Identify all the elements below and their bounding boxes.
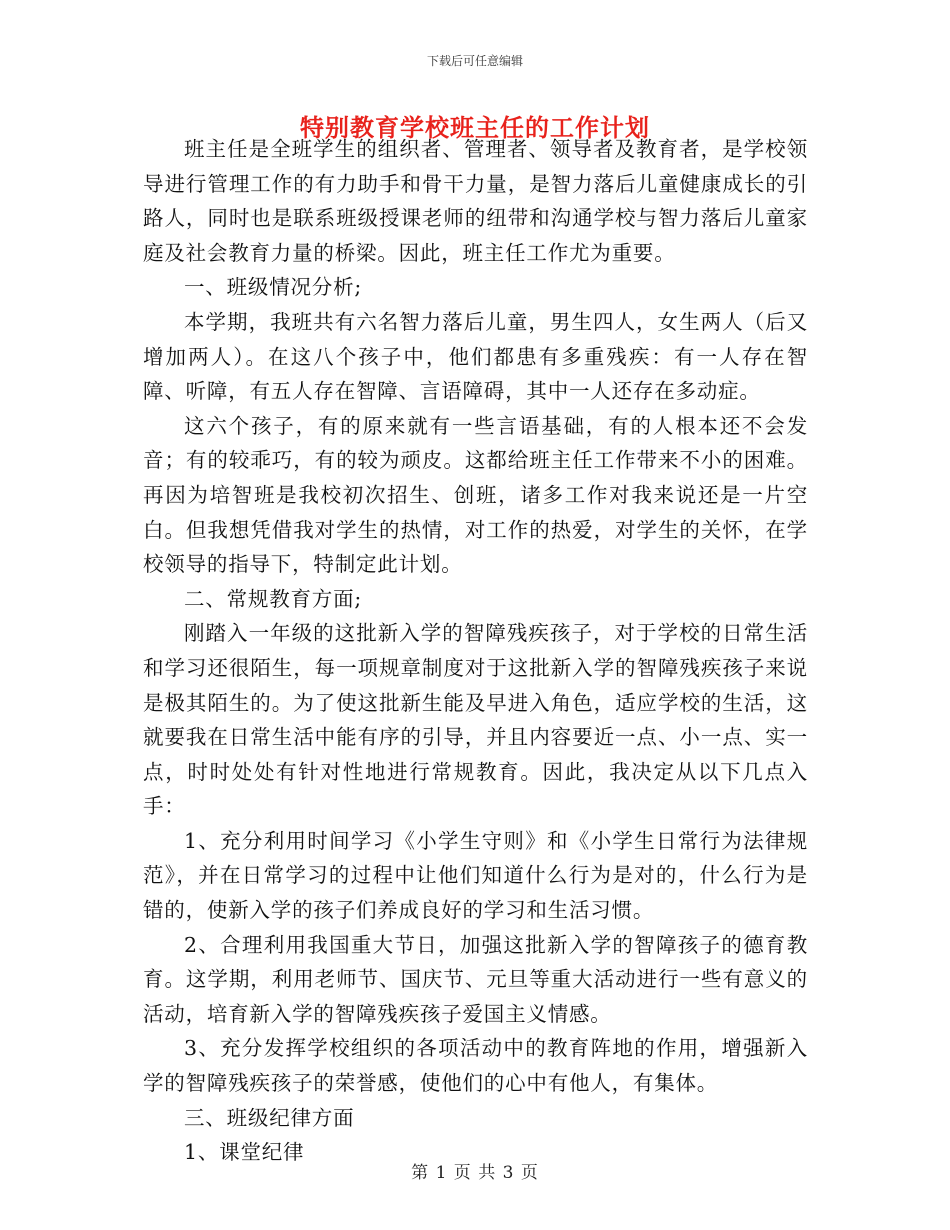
list-item-2: 2、合理利用我国重大节日，加强这批新入学的智障孩子的德育教育。这学期，利用老师节、国庆节、元旦等重大活动进行一些有意义的活动，培育新入学的智障残疾孩子爱国主义情感。 <box>143 932 808 1026</box>
section-heading-class-analysis: 一、班级情况分析; <box>184 275 363 300</box>
subheading-classroom-discipline: 1、课堂纪律 <box>184 1140 305 1165</box>
header-note: 下载后可任意编辑 <box>426 54 523 68</box>
document-title: 特别教育学校班主任的工作计划 <box>300 114 650 142</box>
document-body <box>143 132 808 1170</box>
paragraph-class-difficulties: 这六个孩子，有的原来就有一些言语基础，有的人根本还不会发音；有的较乖巧，有的较为顽皮。这都给班主任工作带来不小的困难。再因为培智班是我校初次招生、创班，诸多工作对我来说还是一片空白。但我想凭借我对学生的热情，对工作的热爱，对学生的关怀，在学校领导的指导下，特制定此计划。 <box>143 413 808 577</box>
paragraph-class-composition: 本学期，我班共有六名智力落后儿童，男生四人，女生两人（后又增加两人）。在这八个孩子中，他们都患有多重残疾：有一人存在智障、听障，有五人存在智障、言语障碍，其中一人还存在多动症。 <box>143 309 808 404</box>
paragraph-routine-education: 刚踏入一年级的这批新入学的智障残疾孩子，对于学校的日常生活和学习还很陌生，每一项规章制度对于这批新入学的智障残疾孩子来说是极其陌生的。为了使这批新生能及早进入角色，适应学校的生活，这就要我在日常生活中能有序的引导，并且内容要近一点、小一点、实一点，时时处处有针对性地进行常规教育。因此，我决定从以下几点入手： <box>143 621 808 819</box>
page-number: 第 1 页 共 3 页 <box>411 1163 539 1183</box>
section-heading-routine-education: 二、常规教育方面; <box>184 586 363 611</box>
list-item-1: 1、充分利用时间学习《小学生守则》和《小学生日常行为法律规范》，并在日常学习的过程中让他们知道什么行为是对的，什么行为是错的，使新入学的孩子们养成良好的学习和生活习惯。 <box>143 828 808 923</box>
list-item-3: 3、充分发挥学校组织的各项活动中的教育阵地的作用，增强新入学的智障残疾孩子的荣誉感，使他们的心中有他人，有集体。 <box>143 1036 808 1096</box>
section-heading-discipline: 三、班级纪律方面 <box>184 1105 355 1130</box>
paragraph-intro: 班主任是全班学生的组织者、管理者、领导者及教育者，是学校领导进行管理工作的有力助手和骨干力量，是智力落后儿童健康成长的引路人，同时也是联系班级授课老师的纽带和沟通学校与智力落后儿童家庭及社会教育力量的桥梁。因此，班主任工作尤为重要。 <box>143 137 808 265</box>
